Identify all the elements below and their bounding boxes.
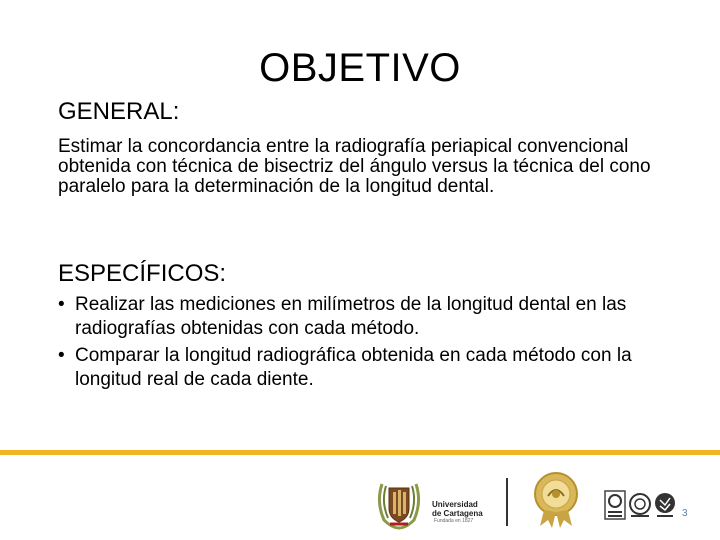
accreditation-seal-icon xyxy=(530,470,582,530)
list-item-text: Realizar las mediciones en milímetros de la longitud dental en las radiografías obtenidas con cada método. xyxy=(75,294,627,339)
university-crest-logo xyxy=(372,476,426,530)
slide-title: OBJETIVO xyxy=(259,46,461,90)
page-number: 3 xyxy=(682,508,688,519)
certification-badge-icon xyxy=(604,490,626,520)
university-founded: Fundada en 1827 xyxy=(434,518,474,524)
iqnet-badge-icon xyxy=(628,492,652,518)
bullet-icon: • xyxy=(58,345,65,366)
list-item-text: Comparar la longitud radiográfica obtenida en cada método con la longitud real de cada diente. xyxy=(75,345,632,390)
university-name-line2: de Cartagena xyxy=(432,509,483,518)
iso-badge-icon xyxy=(654,492,676,518)
university-name-line1: Universidad xyxy=(432,500,478,509)
especificos-list xyxy=(58,293,668,395)
university-name xyxy=(432,500,483,518)
footer-accent-rule xyxy=(0,450,720,455)
footer-divider xyxy=(506,478,508,526)
list-item xyxy=(58,344,668,392)
especificos-heading: ESPECÍFICOS: xyxy=(58,260,227,287)
general-heading: GENERAL: xyxy=(58,98,180,125)
list-item xyxy=(58,293,668,341)
bullet-icon: • xyxy=(58,294,65,315)
general-objective-text: Estimar la concordancia entre la radiografía periapical convencional obtenida con técnica de bisectriz del ángulo versus la técnica del cono paralelo para la determinación de la longitud dental. xyxy=(58,136,651,197)
